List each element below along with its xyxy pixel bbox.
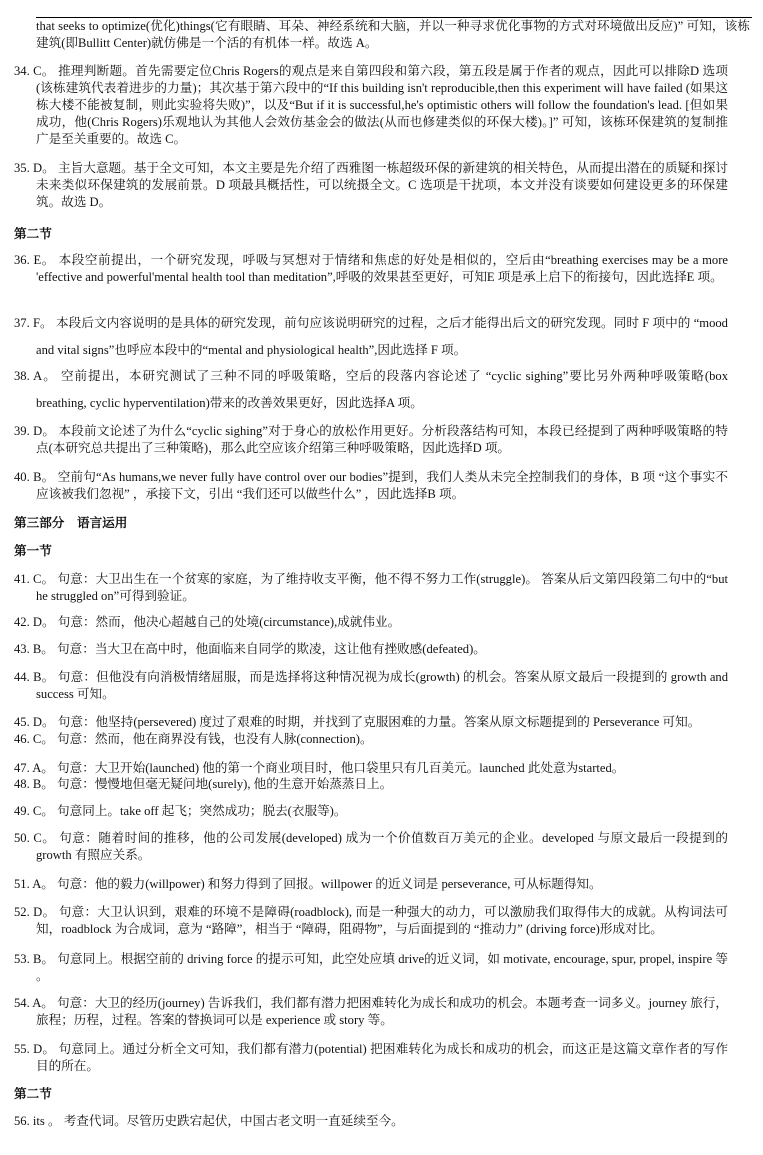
answer-53: 53. B。 句意同上。根据空前的 driving force 的提示可知，此空处应填 drive的近义词，如 motivate, encourage, spur, propel, inspire 等 。 (14, 952, 728, 983)
section-heading-2b: 第二节 (14, 1087, 52, 1101)
answer-49: 49. C。 句意同上。take off 起飞；突然成功；脱去(衣服等)。 (14, 804, 347, 818)
answer-41: 41. C。 句意：大卫出生在一个贫寒的家庭，为了维持收支平衡，他不得不努力工作(struggle)。 答案从后文第四段第二句中的“but he struggled on”可得到验证。 (14, 572, 728, 603)
answer-50: 50. C。 句意：随着时间的推移，他的公司发展(developed) 成为一个价值数百万美元的企业。developed 与原文最后一段提到的 growth 有照应关系。 (14, 831, 728, 862)
answer-36: 36. E。 本段空前提出，一个研究发现，呼吸与冥想对于情绪和焦虑的好处是相似的，空后由“breathing exercises may be a more 'effective and powerful'mental health tool than meditation”,呼吸的效果甚至更好，可知E 项是承上启下的衔接句，因此选择E 项。 (14, 253, 729, 284)
answer-51: 51. A。 句意：他的毅力(willpower) 和努力得到了回报。willpower 的近义词是 perseverance, 可从标题得知。 (14, 877, 602, 891)
section-heading-1: 第一节 (14, 544, 52, 558)
answer-35: 35. D。 主旨大意题。基于全文可知，本文主要是先介绍了西雅图一栋超级环保的新建筑的相关特色，从而提出潜在的质疑和探讨未来类似环保建筑的发展前景。D 项最具概括性，可以统摄全文。C 选项是干扰项，本文并没有谈要如何建设更多的环保建筑。故选 D。 (14, 161, 728, 209)
answer-52: 52. D。 句意：大卫认识到，艰难的环境不是障碍(roadblock), 而是一种强大的动力，可以激励我们取得伟大的成就。从构词法可知，roadblock 为合成词，意为 “路障”，相当于 “障碍，阻碍物”，与后面提到的 “推动力” (driving force)形成对比。 (14, 905, 728, 936)
answer-47: 47. A。 句意：大卫开始(launched) 他的第一个商业项目时，他口袋里只有几百美元。launched 此处意为started。 (14, 761, 625, 775)
answer-40: 40. B。 空前句“As humans,we never fully have control over our bodies”提到，我们人类从未完全控制我们的身体，B 项 “这个事实不应该被我们忽视” ，承接下文，引出 “我们还可以做些什么” ，因此选择B 项。 (14, 470, 728, 501)
part-heading-3: 第三部分 语言运用 (14, 516, 128, 530)
intro-paragraph: that seeks to optimize(优化)things(它有眼睛、耳朵、神经系统和大脑，并以一种寻求优化事物的方式对环境做出反应)” 可知，该栋建筑(即Bullitt Center)就仿佛是一个活的有机体一样。故选 A。 (36, 19, 750, 50)
answer-39: 39. D。 本段前文论述了为什么“cyclic sighing”对于身心的放松作用更好。分析段落结构可知，本段已经提到了两种呼吸策略的特点(本研究总共提出了三种策略)，那么此空应该介绍第三种呼吸策略，因此选择D 项。 (14, 424, 728, 455)
answer-44: 44. B。 句意：但他没有向消极情绪屈服，而是选择将这种情况视为成长(growth) 的机会。答案从原文最后一段提到的 growth and success 可知。 (14, 670, 729, 701)
answer-48: 48. B。 句意：慢慢地但毫无疑问地(surely), 他的生意开始蒸蒸日上。 (14, 777, 393, 791)
answer-46: 46. C。 句意：然而，他在商界没有钱，也没有人脉(connection)。 (14, 732, 373, 746)
answer-38: 38. A。 空前提出，本研究测试了三种不同的呼吸策略，空后的段落内容论述了 “cyclic sighing”要比另外两种呼吸策略(box breathing, cyclic hyperventilation)带来的改善效果更好，因此选择A 项。 (14, 369, 729, 410)
section-heading-2: 第二节 (14, 227, 52, 241)
answer-37: 37. F。 本段后文内容说明的是具体的研究发现，前句应该说明研究的过程，之后才能得出后文的研究发现。同时 F 项中的 “mood and vital signs”也呼应本段中的“mental and physiological health”,因此选择 F 项。 (14, 316, 728, 357)
answer-43: 43. B。 句意：当大卫在高中时，他面临来自同学的欺凌，这让他有挫败感(defeated)。 (14, 642, 486, 656)
answer-34: 34. C。 推理判断题。首先需要定位Chris Rogers的观点是来自第四段和第六段，第五段是属于作者的观点，因此可以排除D 选项(该栋建筑代表着进步的力量)；其次基于第六段中的“If this building isn't reproducible,then this experiment will have failed (如果这栋大楼不能被复制，则此实验将失败)”，以及“But if it is successful,he's optimistic others will follow the foundation's lead. [但如果成功，他(Chris Rogers)乐观地认为其他人会效仿基金会的做法(从而也修建类似的环保大楼)。]” 可知，该栋环保建筑的复制推广是至关重要的。故选 C。 (14, 64, 728, 146)
answer-54: 54. A。 句意：大卫的经历(journey) 告诉我们，我们都有潜力把困难转化为成长和成功的机会。本题考查一词多义。journey 旅行，旅程；历程，过程。答案的替换词可以是 experience 或 story 等。 (14, 996, 728, 1027)
answer-42: 42. D。 句意：然而，他决心超越自己的处境(circumstance),成就伟业。 (14, 615, 401, 629)
answer-45: 45. D。 句意：他坚持(persevered) 度过了艰难的时期，并找到了克服困难的力量。答案从原文标题提到的 Perseverance 可知。 (14, 715, 701, 729)
answer-55: 55. D。 句意同上。通过分析全文可知，我们都有潜力(potential) 把困难转化为成长和成功的机会，而这正是这篇文章作者的写作目的所在。 (14, 1042, 728, 1073)
answer-56: 56. its 。 考查代词。尽管历史跌宕起伏，中国古老文明一直延续至今。 (14, 1114, 404, 1128)
